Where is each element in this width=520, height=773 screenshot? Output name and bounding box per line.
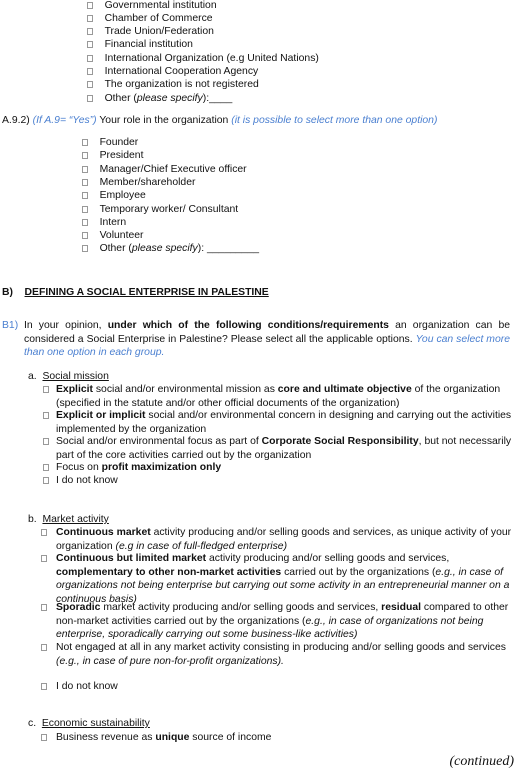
checkbox[interactable] <box>43 438 49 445</box>
list-item[interactable] <box>82 189 146 202</box>
option-bold: complementary to other non-market activities <box>56 566 282 578</box>
option-label: President <box>99 150 144 161</box>
checkbox[interactable] <box>82 179 88 186</box>
list-item[interactable] <box>82 242 259 255</box>
group-heading <box>28 370 109 383</box>
checkbox[interactable] <box>41 529 47 536</box>
question-a92 <box>2 114 437 127</box>
option-label: Trade Union/Federation <box>104 26 214 37</box>
checkbox[interactable] <box>82 152 88 159</box>
option-text-part: , but not necessarily part of the core activities carried out by the organization <box>56 436 512 461</box>
option-label-italic: please specify <box>131 243 198 254</box>
checkbox[interactable] <box>87 41 93 48</box>
list-item[interactable] <box>87 0 217 12</box>
list-item[interactable] <box>87 12 213 25</box>
checkbox[interactable] <box>82 192 88 199</box>
option-text-part: social and/or environmental concern in designing and carrying out the activities implemented by the organization <box>56 410 512 435</box>
list-item[interactable] <box>82 216 126 229</box>
option-text <box>56 552 512 606</box>
option-bold: Explicit <box>56 384 93 395</box>
checkbox[interactable] <box>82 232 88 239</box>
option-bold: profit maximization only <box>101 462 222 473</box>
checkbox[interactable] <box>82 245 88 252</box>
list-item[interactable] <box>82 149 143 162</box>
question-condition: (If A.9= “Yes”) <box>32 115 97 126</box>
option-bold: residual <box>381 602 422 613</box>
option-label: Volunteer <box>99 230 144 241</box>
checkbox[interactable] <box>82 139 88 146</box>
option-italic: e.g., in case of organizations not being enterprise, sporadically carrying out some business-like activities) <box>56 615 484 640</box>
option-label: Temporary worker/ Consultant <box>99 204 239 215</box>
option-text-part: carried out by the organizations ( <box>281 566 436 578</box>
group-title: Market activity <box>42 514 109 525</box>
checkbox[interactable] <box>41 734 47 741</box>
option-bold: Sporadic <box>56 602 101 613</box>
list-item[interactable] <box>87 38 193 51</box>
option-label-tail: ): _________ <box>197 243 260 254</box>
option-text <box>56 409 516 436</box>
group-heading <box>28 717 150 730</box>
checkbox[interactable] <box>43 477 49 484</box>
checkbox[interactable] <box>87 28 93 35</box>
question-text-bold: under which of the following conditions/requirements <box>107 320 389 331</box>
checkbox[interactable] <box>87 68 93 75</box>
option-text-part: Business revenue as <box>56 732 156 743</box>
question-hint: (it is possible to select more than one option) <box>231 115 438 126</box>
list-item[interactable] <box>82 136 138 149</box>
question-text: In your opinion, <box>24 320 108 331</box>
option-text-part: Social and/or environmental focus as part of <box>56 436 262 447</box>
group-title: Economic sustainability <box>41 718 150 729</box>
option-text: I do not know <box>56 475 118 486</box>
option-italic: (e.g., in case of pure non-for-profit organizations). <box>56 655 284 667</box>
option-label: Employee <box>99 190 146 201</box>
group-label: b. <box>28 514 37 525</box>
section-heading <box>2 286 269 299</box>
option-text <box>56 383 516 410</box>
checkbox[interactable] <box>41 683 47 690</box>
option-text <box>56 435 516 462</box>
checkbox[interactable] <box>82 219 88 226</box>
option-label: Manager/Chief Executive officer <box>99 164 247 175</box>
checkbox[interactable] <box>82 206 88 213</box>
option-bold: Corporate Social Responsibility <box>261 436 419 447</box>
group-label: c. <box>28 718 37 729</box>
checkbox[interactable] <box>82 166 88 173</box>
list-item[interactable] <box>82 203 238 216</box>
option-text <box>56 731 512 745</box>
list-item[interactable] <box>87 25 214 38</box>
option-italic: e.g., in case of organizations not being enterprise but carrying out some activity in an entrepreneurial manner on a continuous basis) <box>56 566 510 605</box>
option-label: International Cooperation Agency <box>104 66 259 77</box>
option-label: Other ( <box>104 93 137 104</box>
checkbox[interactable] <box>41 644 47 651</box>
list-item[interactable] <box>82 163 247 176</box>
option-label-tail: ):____ <box>202 93 233 104</box>
option-label: Member/shareholder <box>99 177 196 188</box>
question-number: A.9.2) <box>2 115 30 126</box>
group-label: a. <box>28 371 37 382</box>
continued-label: (continued) <box>449 754 514 769</box>
option-bold: Continuous market <box>56 527 151 538</box>
list-item[interactable] <box>87 78 259 91</box>
option-label: Chamber of Commerce <box>104 13 213 24</box>
option-bold: Continuous but limited market <box>56 553 207 564</box>
option-bold: Explicit or implicit <box>56 410 146 421</box>
question-hint: You can select more than one option in each group. <box>24 333 510 358</box>
group-heading <box>28 513 109 526</box>
option-text-part: source of income <box>189 732 272 743</box>
option-label: Founder <box>99 137 139 148</box>
checkbox[interactable] <box>41 555 47 562</box>
option-text <box>56 461 516 475</box>
checkbox[interactable] <box>43 464 49 471</box>
checkbox[interactable] <box>41 604 47 611</box>
option-text-part: Focus on <box>56 462 102 473</box>
group-title: Social mission <box>42 371 109 382</box>
list-item[interactable] <box>82 176 195 189</box>
option-label: Financial institution <box>104 39 193 50</box>
list-item[interactable] <box>87 65 258 78</box>
checkbox[interactable] <box>43 386 49 393</box>
option-label: Other ( <box>99 243 132 254</box>
option-label: Governmental institution <box>104 0 217 11</box>
list-item[interactable] <box>87 92 232 105</box>
option-text-part: activity producing and/or selling goods and services, <box>206 553 450 564</box>
option-text: I do not know <box>56 681 118 692</box>
option-italic: (e.g in case of full-fledged enterprise) <box>115 540 288 552</box>
section-letter: B) <box>2 287 13 298</box>
checkbox[interactable] <box>87 15 93 22</box>
option-bold: core and ultimate objective <box>277 384 412 395</box>
list-item[interactable] <box>82 229 143 242</box>
option-text-part: compared to other non-market activities carried out by the organizations ( <box>56 602 509 627</box>
list-item[interactable] <box>87 52 319 65</box>
option-label: The organization is not registered <box>104 79 259 90</box>
section-title: DEFINING A SOCIAL ENTERPRISE IN PALESTINE <box>24 287 269 298</box>
question-text: Your role in the organization <box>96 115 232 126</box>
option-label: Intern <box>99 217 127 228</box>
checkbox[interactable] <box>87 2 93 9</box>
option-label-italic: please specify <box>136 93 203 104</box>
checkbox[interactable] <box>87 95 93 102</box>
option-bold: unique <box>155 732 190 743</box>
option-text <box>56 601 512 642</box>
checkbox[interactable] <box>43 412 49 419</box>
option-text <box>56 641 512 668</box>
option-text-part: market activity producing and/or selling goods and services, <box>100 602 382 613</box>
option-label: International Organization (e.g United Nations) <box>104 53 319 64</box>
option-text-part: Not engaged at all in any market activity consisting in producing and/or selling goods and services <box>56 642 506 653</box>
option-text-part: of the organization (specified in the statute and/or other official documents of the organization) <box>56 384 501 409</box>
question-b1 <box>24 319 510 360</box>
question-number: B1) <box>2 320 19 331</box>
question-text: an organization can be considered a Social Enterprise in Palestine? Please select all the applicable options. <box>24 320 511 345</box>
option-text-part: social and/or environmental mission as <box>92 384 278 395</box>
checkbox[interactable] <box>87 55 93 62</box>
checkbox[interactable] <box>87 81 93 88</box>
option-text-part: activity producing and/or selling goods and services, as unique activity of your organization <box>56 527 512 552</box>
option-text <box>56 526 512 553</box>
